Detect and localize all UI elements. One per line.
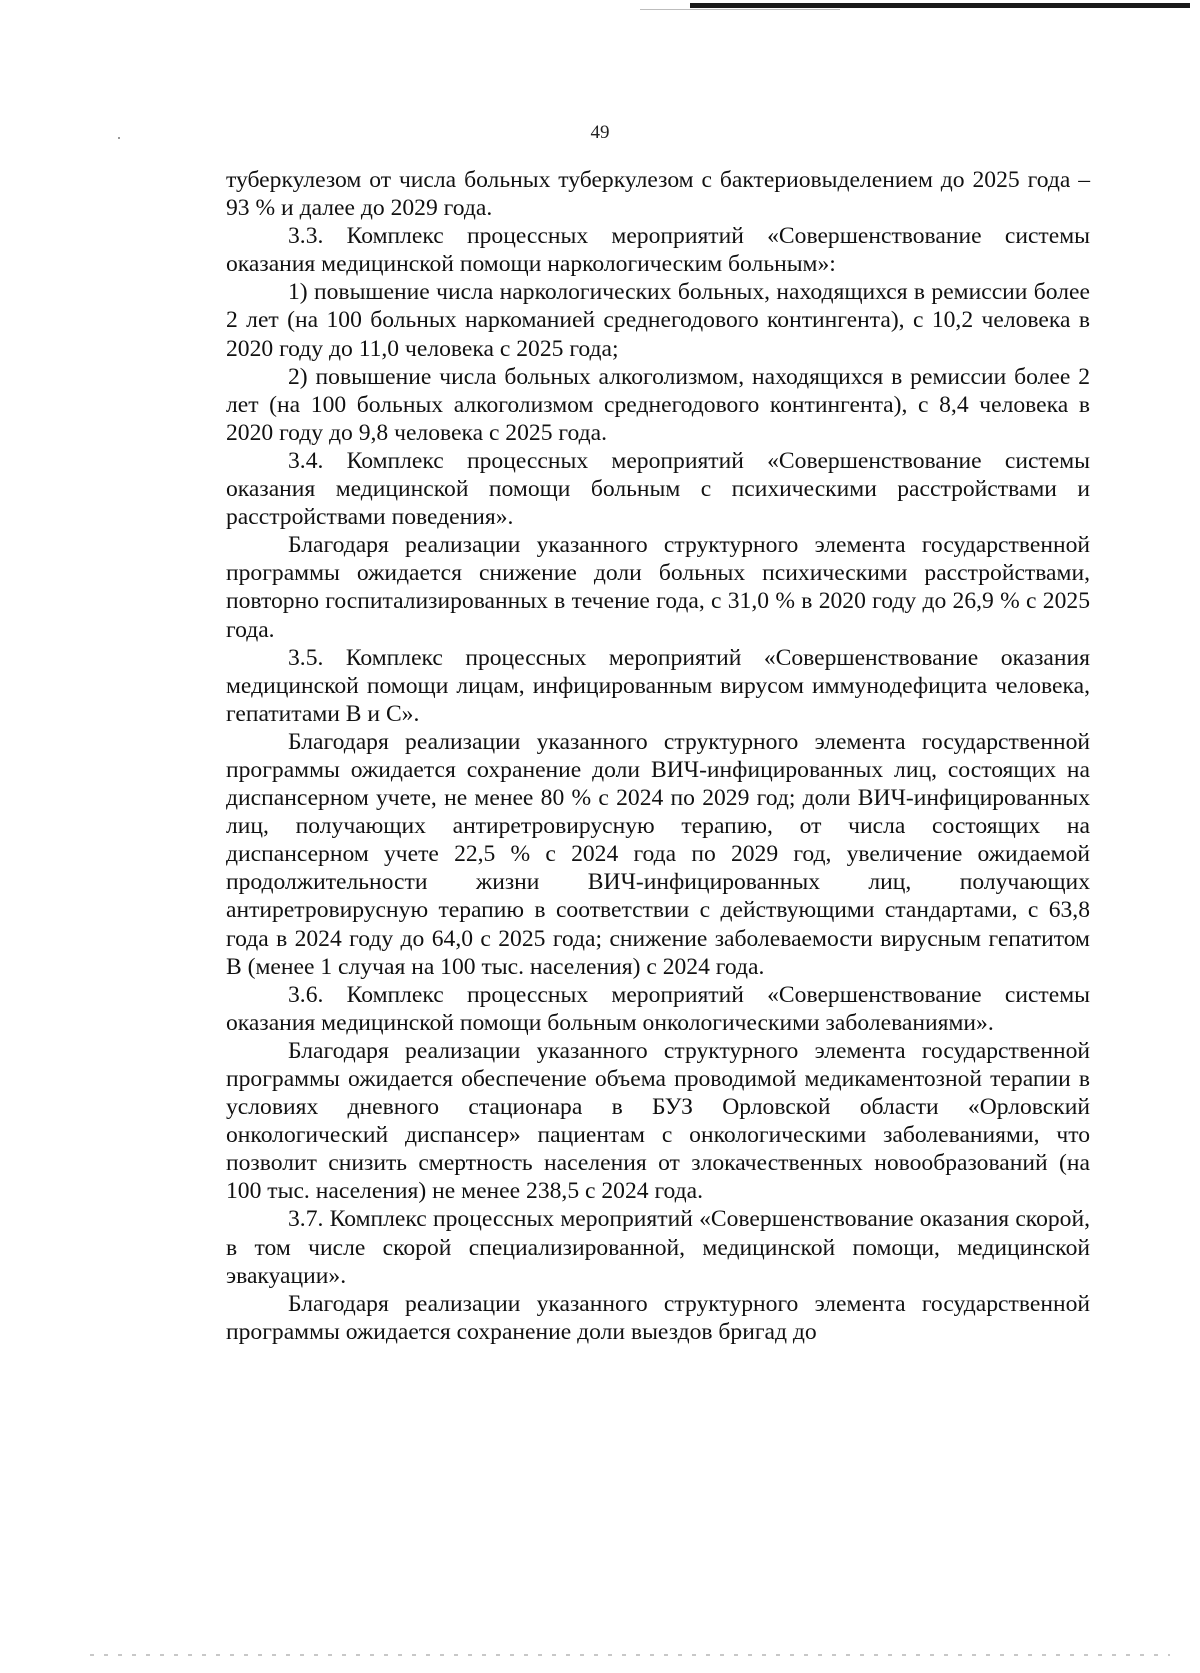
paragraph: Благодаря реализации указанного структурного элемента государственной программы ожидается обеспечение объема проводимой медикаментозной терапии в условиях дневного стационара в БУЗ Орловской области «Орловский онкологический диспансер» пациентам с онкологическими заболеваниями, что позволит снизить смертность населения от злокачественных новообразований (на 100 тыс. населения) не менее 238,5 с 2024 года. bbox=[226, 1037, 1090, 1205]
document-body bbox=[226, 166, 1090, 1346]
paragraph: туберкулезом от числа больных туберкулезом с бактериовыделением до 2025 года – 93 % и далее до 2029 года. bbox=[226, 167, 1090, 222]
paragraph: 2) повышение числа больных алкоголизмом, находящихся в ремиссии более 2 лет (на 100 больных алкоголизмом среднегодового контингента), с 8,4 человека в 2020 году до 9,8 человека с 2025 года. bbox=[226, 363, 1090, 446]
scan-edge-line bbox=[690, 3, 1190, 8]
paragraph: 3.4. Комплекс процессных мероприятий «Совершенствование системы оказания медицинской помощи больным с психическими расстройствами и расстройствами поведения». bbox=[226, 447, 1090, 531]
paragraph: Благодаря реализации указанного структурного элемента государственной программы ожидается снижение доли больных психическими расстройствами, повторно госпитализированных в течение года, с 31,0 % в 2020 году до 26,9 % с 2025 года. bbox=[226, 532, 1090, 643]
paragraph: 3.5. Комплекс процессных мероприятий «Совершенствование оказания медицинской помощи лицам, инфицированным вирусом иммунодефицита человека, гепатитами B и C». bbox=[226, 644, 1090, 727]
paragraph: 3.3. Комплекс процессных мероприятий «Совершенствование системы оказания медицинской помощи наркологическим больным»: bbox=[226, 223, 1090, 278]
paragraph: Благодаря реализации указанного структурного элемента государственной программы ожидается сохранение доли ВИЧ-инфицированных лиц, состоящих на диспансерном учете, не менее 80 % с 2024 по 2029 год; доли ВИЧ-инфицированных лиц, получающих антиретровирусную терапию, от числа состоящих на диспансерном учете 22,5 % с 2024 года по 2029 год, увеличение ожидаемой продолжительности жизни ВИЧ-инфицированных лиц, получающих антиретровирусную терапию в соответствии с действующими стандартами, с 63,8 года в 2024 году до 64,0 с 2025 года; снижение заболеваемости вирусным гепатитом B (менее 1 случая на 100 тыс. населения) с 2024 года. bbox=[226, 728, 1090, 980]
scan-bottom-noise bbox=[90, 1654, 1170, 1656]
paragraph: 3.6. Комплекс процессных мероприятий «Совершенствование системы оказания медицинской помощи больным онкологическими заболеваниями». bbox=[226, 981, 1090, 1036]
paragraph: Благодаря реализации указанного структурного элемента государственной программы ожидается сохранение доли выездов бригад до bbox=[226, 1290, 1090, 1345]
paragraph: 1) повышение числа наркологических больных, находящихся в ремиссии более 2 лет (на 100 больных наркоманией среднегодового контингента), с 10,2 человека в 2020 году до 11,0 человека с 2025 года; bbox=[226, 279, 1090, 362]
scan-edge-line-thin bbox=[640, 9, 840, 10]
page-number: 49 bbox=[590, 122, 610, 143]
paragraph: 3.7. Комплекс процессных мероприятий «Совершенствование оказания скорой, в том числе скорой специализированной, медицинской помощи, медицинской эвакуации». bbox=[226, 1206, 1090, 1289]
